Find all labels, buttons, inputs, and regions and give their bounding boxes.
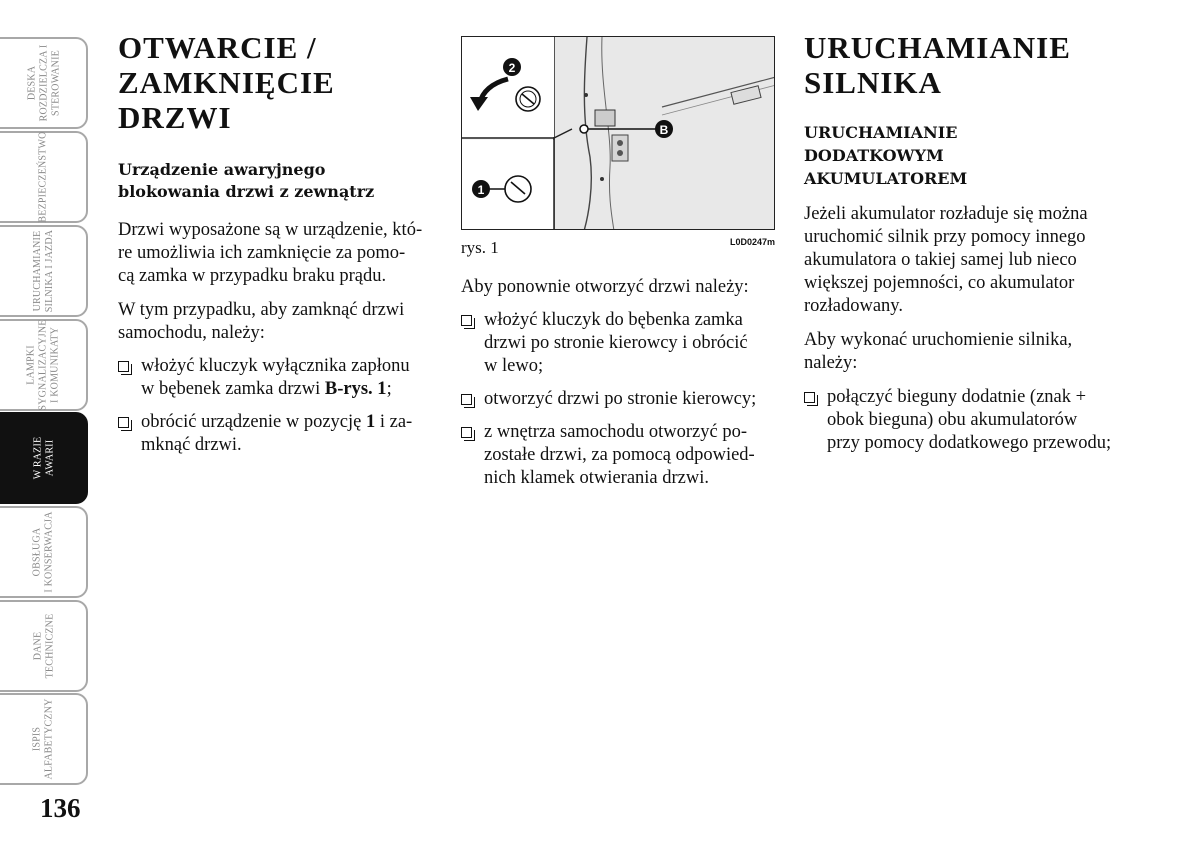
tab-label: OBSŁUGA bbox=[32, 527, 43, 577]
right-column bbox=[804, 30, 1120, 455]
tab-uruchamianie-silnika[interactable] bbox=[0, 225, 88, 317]
text-line: włożyć kluczyk do bębenka zamka bbox=[484, 310, 743, 330]
title-line: URUCHAMIANIE bbox=[804, 30, 1071, 65]
checkbox-bullet-icon bbox=[118, 361, 129, 372]
list-item-text bbox=[484, 421, 755, 490]
list-item bbox=[461, 388, 777, 411]
middle-column bbox=[461, 276, 777, 490]
text-line: zostałe drzwi, za pomocą odpowied- bbox=[484, 445, 755, 465]
checkbox-bullet-icon bbox=[118, 417, 129, 428]
text-line: re umożliwia ich zamknięcie za pomo- bbox=[118, 243, 406, 263]
subtitle-line: blokowania drzwi z zewnątrz bbox=[118, 182, 375, 201]
tab-label: LAMPKI bbox=[26, 345, 38, 385]
list-item-text bbox=[827, 386, 1111, 455]
text-line: włożyć kluczyk wyłącznika zapłonu bbox=[141, 356, 410, 376]
list-item-text bbox=[484, 309, 748, 378]
tab-label: ROZDZIELCZA I bbox=[37, 44, 49, 122]
text-line: W tym przypadku, aby zamknąć drzwi bbox=[118, 300, 405, 320]
text-line: rozładowany. bbox=[804, 296, 903, 316]
subtitle-line: URUCHAMIANIE bbox=[804, 123, 958, 142]
checkbox-bullet-icon bbox=[804, 392, 815, 403]
tab-label: AWARII bbox=[43, 439, 55, 477]
text-line: samochodu, należy: bbox=[118, 323, 265, 343]
text-line: mknąć drzwi. bbox=[141, 435, 242, 455]
figure-code: L0D0247m bbox=[730, 237, 776, 247]
marker-2: 2 bbox=[508, 61, 516, 75]
door-lock-figure bbox=[461, 36, 775, 230]
title-line: SILNIKA bbox=[804, 65, 942, 100]
text-line bbox=[141, 378, 410, 401]
subtitle-line: DODATKOWYM bbox=[804, 146, 944, 165]
list-item bbox=[461, 309, 777, 378]
text-line: Jeżeli akumulator rozładuje się można bbox=[804, 204, 1088, 224]
list-item bbox=[461, 421, 777, 490]
text-line: w lewo; bbox=[484, 356, 544, 376]
tab-label: TECHNICZNE bbox=[44, 613, 55, 679]
marker-b: B bbox=[659, 123, 669, 137]
paragraph bbox=[118, 219, 430, 288]
marker-1: 1 bbox=[477, 183, 485, 197]
figure-caption: rys. 1 bbox=[461, 238, 499, 257]
text-fragment: w bębenek zamka drzwi bbox=[141, 379, 325, 399]
text-line: drzwi po stronie kierowcy i obrócić bbox=[484, 333, 748, 353]
position-reference: 1 bbox=[365, 412, 376, 432]
tab-label: STEROWANIE bbox=[49, 50, 61, 116]
tab-bezpieczenstwo[interactable] bbox=[0, 131, 88, 223]
text-line: otworzyć drzwi po stronie kierowcy; bbox=[484, 389, 757, 409]
paragraph bbox=[804, 329, 1120, 375]
text-fragment: ; bbox=[386, 379, 392, 399]
list-item bbox=[804, 386, 1120, 455]
subsection-title bbox=[118, 159, 430, 203]
tab-w-razie-awarii[interactable] bbox=[0, 412, 88, 504]
text-line: Drzwi wyposażone są w urządzenie, któ- bbox=[118, 220, 423, 240]
text-line: cą zamka w przypadku braku prądu. bbox=[118, 266, 387, 286]
section-title bbox=[118, 30, 430, 135]
checkbox-bullet-icon bbox=[461, 427, 472, 438]
tab-label: ISPIS bbox=[31, 726, 43, 752]
tab-label: SYGNALIZACYJNE bbox=[38, 319, 50, 411]
tab-spis-alfabetyczny[interactable] bbox=[0, 693, 88, 785]
left-column bbox=[118, 30, 430, 457]
tab-label: W RAZIE bbox=[31, 436, 43, 480]
text-line: uruchomić silnik przy pomocy innego bbox=[804, 227, 1086, 247]
checkbox-bullet-icon bbox=[461, 315, 472, 326]
door-lock-illustration bbox=[462, 37, 775, 230]
tab-label: SILNIKA I JAZDA bbox=[43, 229, 55, 313]
list-item bbox=[118, 355, 430, 401]
paragraph bbox=[118, 299, 430, 345]
text-line: Aby wykonać uruchomienie silnika, bbox=[804, 330, 1073, 350]
text-line: akumulatora o takiej samej lub nieco bbox=[804, 250, 1077, 270]
section-title bbox=[804, 30, 1120, 100]
page-number: 136 bbox=[40, 793, 81, 823]
text-line: większej pojemności, co akumulator bbox=[804, 273, 1075, 293]
list-item-text bbox=[141, 411, 412, 457]
subsection-title bbox=[804, 121, 1120, 190]
title-line: ZAMKNIĘCIE bbox=[118, 65, 335, 100]
checkbox-bullet-icon bbox=[461, 394, 472, 405]
text-fragment: i za- bbox=[375, 412, 413, 432]
paragraph: Aby ponownie otworzyć drzwi należy: bbox=[461, 277, 749, 297]
figure-reference: B-rys. 1 bbox=[324, 379, 387, 399]
list-item-text bbox=[484, 388, 756, 411]
tab-label: URUCHAMIANIE bbox=[31, 230, 43, 312]
text-line: nich klamek otwierania drzwi. bbox=[484, 468, 709, 488]
tab-deska-rozdzielcza[interactable] bbox=[0, 37, 88, 129]
subtitle-line: Urządzenie awaryjnego bbox=[118, 160, 326, 179]
tab-label: I KONSERWACJA bbox=[44, 511, 55, 593]
paragraph bbox=[804, 203, 1120, 318]
tab-obsluga-konserwacja[interactable] bbox=[0, 506, 88, 598]
tab-lampki-sygnalizacyjne[interactable] bbox=[0, 319, 88, 411]
list-item-text bbox=[141, 355, 410, 401]
text-line: połączyć bieguny dodatnie (znak + bbox=[827, 387, 1087, 407]
title-line: DRZWI bbox=[118, 100, 232, 135]
subtitle-line: AKUMULATOREM bbox=[804, 169, 968, 188]
text-fragment: obrócić urządzenie w pozycję bbox=[141, 412, 366, 432]
tab-label: I KOMUNIKATY bbox=[50, 326, 62, 404]
text-line: przy pomocy dodatkowego przewodu; bbox=[827, 433, 1112, 453]
tab-label: BEZPIECZEŃSTWO bbox=[38, 131, 50, 223]
tab-label: ALFABETYCZNY bbox=[43, 698, 55, 780]
tab-dane-techniczne[interactable] bbox=[0, 600, 88, 692]
tab-label: DANE bbox=[32, 631, 43, 661]
tab-label: DESKA bbox=[25, 65, 37, 101]
text-line: obok bieguna) obu akumulatorów bbox=[827, 410, 1078, 430]
text-line: z wnętrza samochodu otworzyć po- bbox=[484, 422, 748, 442]
title-line: OTWARCIE / bbox=[118, 30, 317, 65]
text-line bbox=[141, 411, 412, 434]
text-line: należy: bbox=[804, 353, 858, 373]
list-item bbox=[118, 411, 430, 457]
